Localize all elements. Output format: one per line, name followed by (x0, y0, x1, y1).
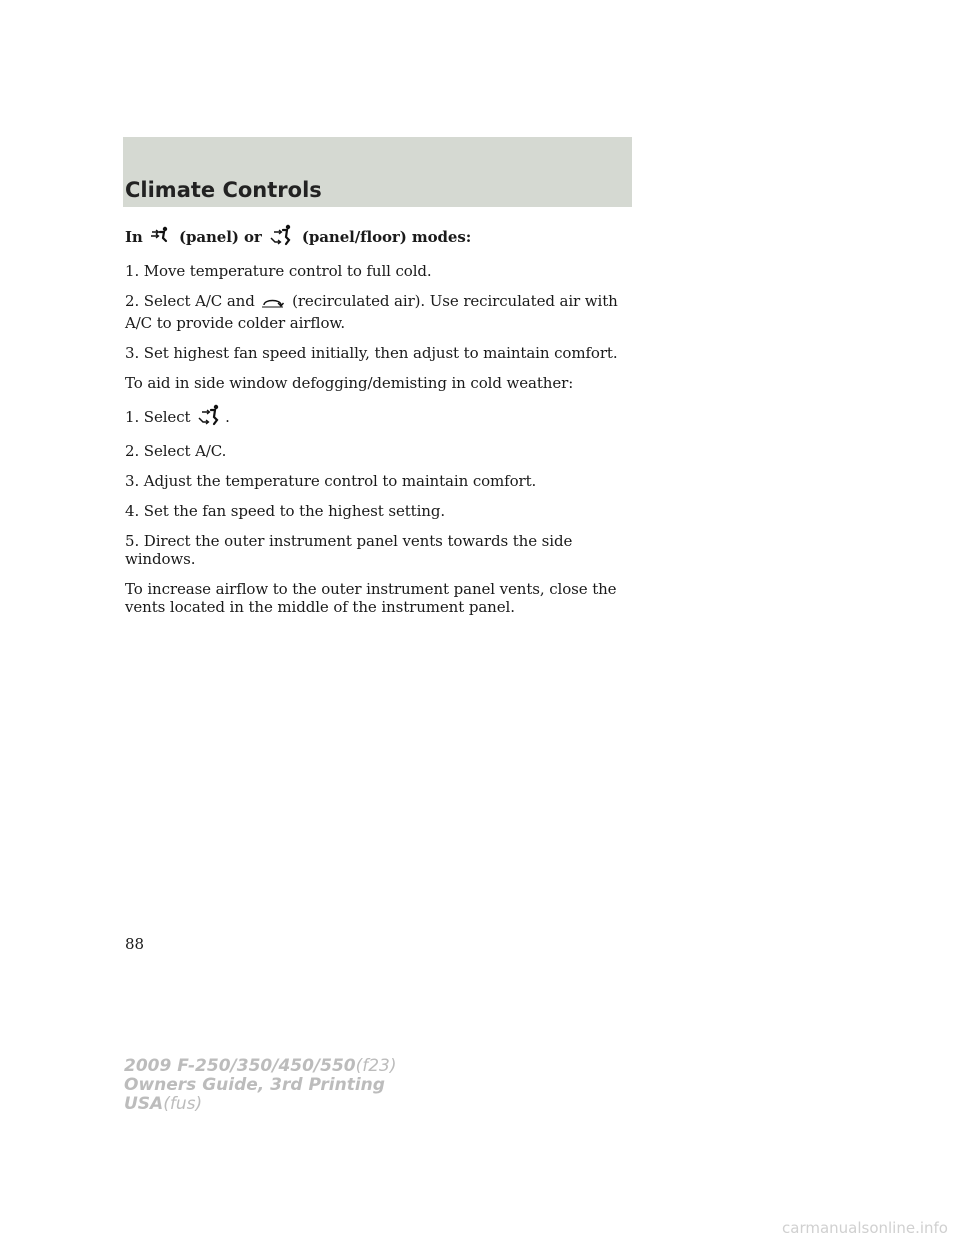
defog-step-2: 2. Select A/C. (125, 442, 227, 460)
panel-mode-icon (150, 226, 172, 250)
defog-step-1-suffix: . (225, 408, 230, 426)
site-watermark: carmanualsonline.info (782, 1219, 948, 1237)
footer-region: USA (124, 1094, 164, 1114)
footer-line-1 (124, 1057, 397, 1076)
page-content (125, 224, 640, 628)
footer-line-3 (124, 1095, 397, 1114)
document-footer (124, 1057, 397, 1114)
heading-prefix: In (125, 228, 143, 246)
defog-intro: To aid in side window defogging/demisting in cold weather: (125, 374, 574, 392)
cooling-step-1: 1. Move temperature control to full cold. (125, 262, 432, 280)
defog-step-4: 4. Set the fan speed to the highest setting. (125, 502, 446, 520)
recirculated-air-icon (261, 296, 285, 314)
footer-line-2: Owners Guide, 3rd Printing (124, 1075, 385, 1095)
heading-panel: (panel) or (178, 228, 262, 246)
mode-heading (125, 224, 640, 250)
heading-panel-floor: (panel/floor) modes: (301, 228, 472, 246)
section-title: Climate Controls (125, 178, 322, 202)
footer-region-code: (fus) (163, 1094, 203, 1114)
defog-step-1 (125, 404, 640, 430)
footer-model: 2009 F-250/350/450/550 (124, 1056, 356, 1076)
panel-floor-mode-icon (269, 224, 295, 250)
cooling-step-2-suffix: (recirculated air). Use recirculated air with A/C to provide colder airflow. (125, 292, 618, 332)
defog-step-5: 5. Direct the outer instrument panel vents towards the side windows. (125, 532, 573, 568)
cooling-step-3: 3. Set highest fan speed initially, then adjust to maintain comfort. (125, 344, 618, 362)
footer-model-code: (f23) (355, 1056, 397, 1076)
panel-floor-mode-icon (197, 404, 223, 430)
airflow-note: To increase airflow to the outer instrument panel vents, close the vents located in the middle of the instrument panel. (125, 580, 617, 616)
defog-step-1-prefix: 1. Select (125, 408, 191, 426)
cooling-step-2 (125, 292, 640, 332)
defog-step-3: 3. Adjust the temperature control to maintain comfort. (125, 472, 537, 490)
cooling-step-2-prefix: 2. Select A/C and (125, 292, 255, 310)
page-number: 88 (125, 935, 145, 953)
